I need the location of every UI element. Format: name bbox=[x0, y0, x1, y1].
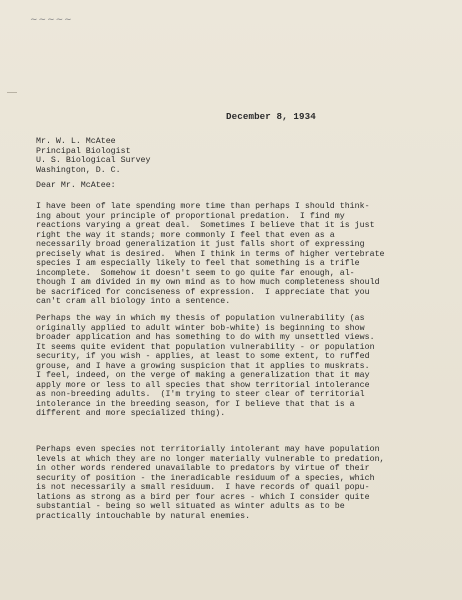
text-line: levels at which they are no longer materially vulnerable to predation, bbox=[36, 454, 385, 464]
text-line: substantial - being so well situated as winter adults as to be bbox=[36, 502, 345, 512]
text-line: be sacrificed for conciseness of expression. I appreciate that you bbox=[36, 287, 370, 297]
text-line: can't cram all biology into a sentence. bbox=[36, 297, 231, 307]
paragraph-2 bbox=[36, 314, 450, 419]
address-line: Principal Biologist bbox=[36, 146, 131, 156]
text-line: Perhaps even species not territorially intolerant may have population bbox=[36, 445, 380, 454]
text-line: though I am divided in my own mind as to how much completeness should bbox=[36, 278, 380, 288]
letter-date: December 8, 1934 bbox=[226, 111, 316, 122]
address-line: U. S. Biological Survey bbox=[36, 156, 151, 165]
text-line: right the way it stands; more commonly I feel that even as a bbox=[36, 230, 335, 240]
text-line: reactions varying a great deal. Sometimes I believe that it is just bbox=[36, 221, 375, 231]
text-line: lations as strong as a bird per four acres - which I consider quite bbox=[36, 492, 370, 502]
salutation: Dear Mr. McAtee: bbox=[36, 181, 116, 190]
text-line: in other words rendered unavailable to predators by virtue of their bbox=[36, 464, 370, 474]
punch-mark bbox=[7, 92, 17, 93]
text-line: intolerance in the breeding season, for I believe that that is a bbox=[36, 399, 355, 409]
text-line: species I am especially likely to feel that something is a trifle bbox=[36, 259, 360, 269]
text-line: ing about your principle of proportional predation. I find my bbox=[36, 211, 345, 221]
paragraph-1 bbox=[36, 202, 450, 307]
text-line: I have been of late spending more time than perhaps I should think- bbox=[36, 202, 370, 211]
text-line: necessarily broad generalization it just falls short of expressing bbox=[36, 240, 365, 250]
handwritten-mark: ~~~~~ bbox=[30, 15, 73, 25]
text-line: It seems quite evident that population vulnerability - or population bbox=[36, 342, 375, 352]
text-line: as non-breeding adults. (I'm trying to steer clear of territorial bbox=[36, 390, 365, 400]
text-line: security, if you wish - applies, at least to some extent, to ruffed bbox=[36, 352, 370, 362]
text-line: security of position - the ineradicable residuum of a species, which bbox=[36, 473, 375, 483]
paragraph-3 bbox=[36, 445, 450, 521]
text-line: different and more specialized thing). bbox=[36, 409, 226, 419]
text-line: broader application and has something to do with my unsettled views. bbox=[36, 333, 375, 343]
text-line: precisely what is desired. When I think in terms of higher vertebrate bbox=[36, 249, 385, 259]
text-line: I feel, indeed, on the verge of making a generalization that it may bbox=[36, 371, 370, 381]
text-line: Perhaps the way in which my thesis of population vulnerability (as bbox=[36, 314, 365, 323]
text-line: grouse, and I have a growing suspicion that it applies to muskrats. bbox=[36, 361, 370, 371]
text-line: is not necessarily a small residuum. I have records of quail popu- bbox=[36, 483, 370, 493]
address-line: Mr. W. L. McAtee bbox=[36, 137, 116, 146]
text-line: originally applied to adult winter bob-white) is beginning to show bbox=[36, 323, 365, 333]
text-line: practically intouchable by natural enemies. bbox=[36, 511, 251, 521]
address-line: Washington, D. C. bbox=[36, 165, 121, 175]
text-line: incomplete. Somehow it doesn't seem to go quite far enough, al- bbox=[36, 268, 355, 278]
text-line: apply more or less to all species that show territorial intolerance bbox=[36, 380, 370, 390]
recipient-address bbox=[36, 137, 151, 175]
